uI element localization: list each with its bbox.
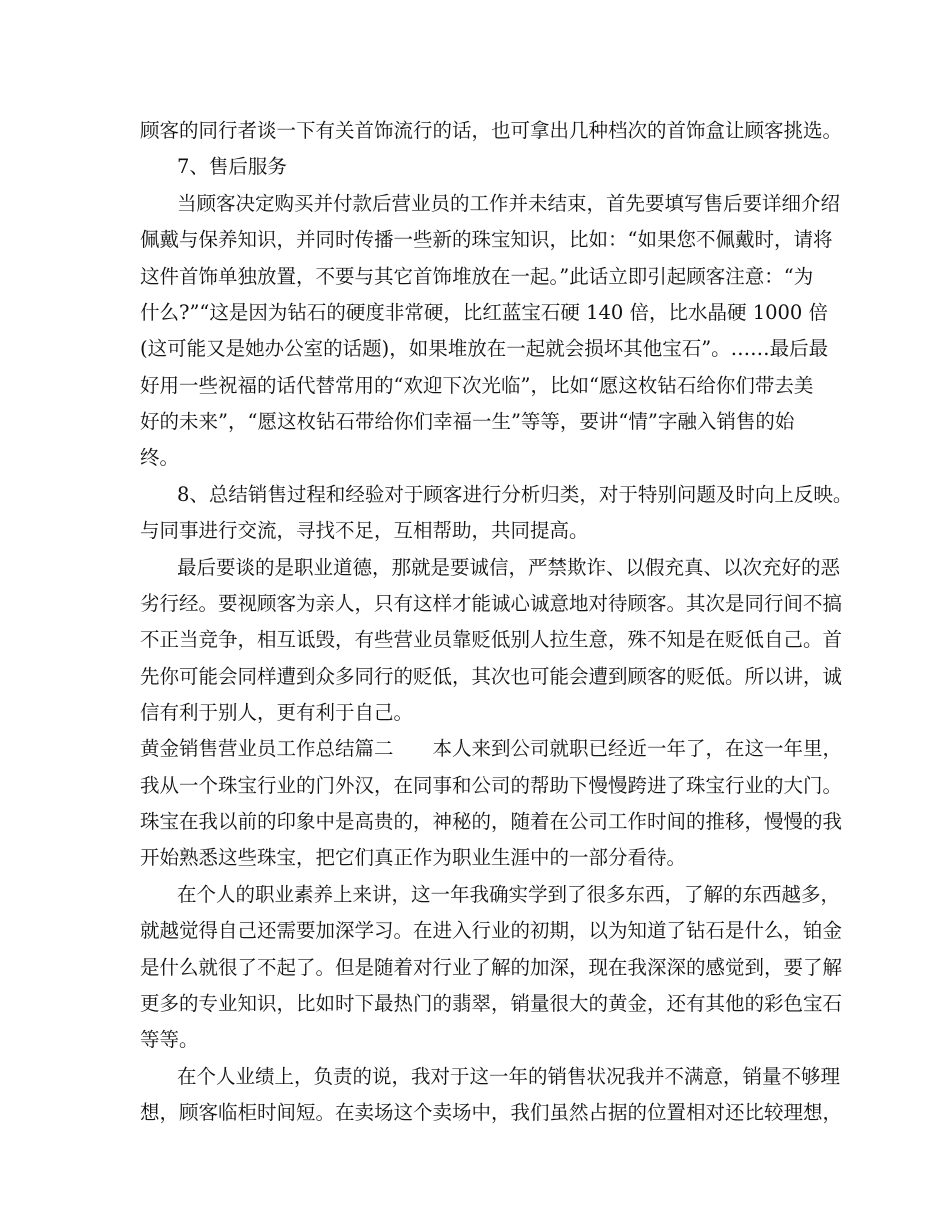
text-line: 在个人业绩上，负责的说，我对于这一年的销售状况我并不满意，销量不够理 — [177, 1065, 841, 1088]
section-title-line: 黄金销售营业员工作总结篇二 本人来到公司就职已经近一年了，在这一年里， — [140, 737, 843, 760]
text-line: 信有利于别人，更有利于自己。 — [140, 701, 414, 724]
text-line: 8、总结销售过程和经验对于顾客进行分析归类，对于特别问题及时向上反映。 — [177, 483, 853, 506]
section-heading: 7、售后服务 — [177, 155, 287, 178]
text-line: 最后要谈的是职业道德，那就是要诚信，严禁欺诈、以假充真、以次充好的恶 — [177, 556, 841, 579]
text-line: 终。 — [140, 446, 180, 469]
text-line: 珠宝在我以前的印象中是高贵的，神秘的，随着在公司工作时间的推移，慢慢的我 — [140, 810, 843, 833]
text-line: 劣行经。要视顾客为亲人，只有这样才能诚心诚意地对待顾客。其次是同行间不搞 — [140, 592, 843, 615]
text-line: 开始熟悉这些珠宝，把它们真正作为职业生涯中的一部分看待。 — [140, 846, 687, 869]
text-line: 我从一个珠宝行业的门外汉，在同事和公司的帮助下慢慢跨进了珠宝行业的大门。 — [140, 774, 843, 797]
text-line: 先你可能会同样遭到众多同行的贬低，其次也可能会遭到顾客的贬低。所以讲，诚 — [140, 665, 843, 688]
text-line: 就越觉得自己还需要加深学习。在进入行业的初期，以为知道了钻石是什么，铂金 — [140, 919, 843, 942]
text-line: 这件首饰单独放置，不要与其它首饰堆放在一起。”此话立即引起顾客注意：“为 — [140, 265, 814, 288]
text-line: 好的未来”，“愿这枚钻石带给你们幸福一生”等等，要讲“情”字融入销售的始 — [140, 410, 795, 433]
text-line: 什么?”“这是因为钻石的硬度非常硬，比红蓝宝石硬 140 倍，比水晶硬 1000 倍 — [140, 301, 829, 324]
text-line: 更多的专业知识，比如时下最热门的翡翠，销量很大的黄金，还有其他的彩色宝石 — [140, 992, 843, 1015]
text-line: 与同事进行交流，寻找不足，互相帮助，共同提高。 — [140, 519, 589, 542]
text-line: 想，顾客临柜时间短。在卖场这个卖场中，我们虽然占据的位置相对还比较理想， — [140, 1101, 843, 1124]
text-line: 不正当竞争，相互诋毁，有些营业员靠贬低别人拉生意，殊不知是在贬低自己。首 — [140, 628, 843, 651]
text-line: 顾客的同行者谈一下有关首饰流行的话，也可拿出几种档次的首饰盒让顾客挑选。 — [140, 119, 843, 142]
text-line: 在个人的职业素养上来讲，这一年我确实学到了很多东西，了解的东西越多， — [177, 883, 841, 906]
text-line: 佩戴与保养知识，并同时传播一些新的珠宝知识，比如：“如果您不佩戴时，请将 — [140, 228, 833, 251]
text-line: 当顾客决定购买并付款后营业员的工作并未结束，首先要填写售后要详细介绍 — [177, 192, 841, 215]
text-line: (这可能又是她办公室的话题)，如果堆放在一起就会损坏其他宝石”。……最后最 — [140, 337, 829, 360]
text-line: 等等。 — [140, 1028, 199, 1051]
text-line: 好用一些祝福的话代替常用的“欢迎下次光临”，比如“愿这枚钻石给你们带去美 — [140, 374, 814, 397]
text-line: 是什么就很了不起了。但是随着对行业了解的加深，现在我深深的感觉到，要了解 — [140, 956, 843, 979]
